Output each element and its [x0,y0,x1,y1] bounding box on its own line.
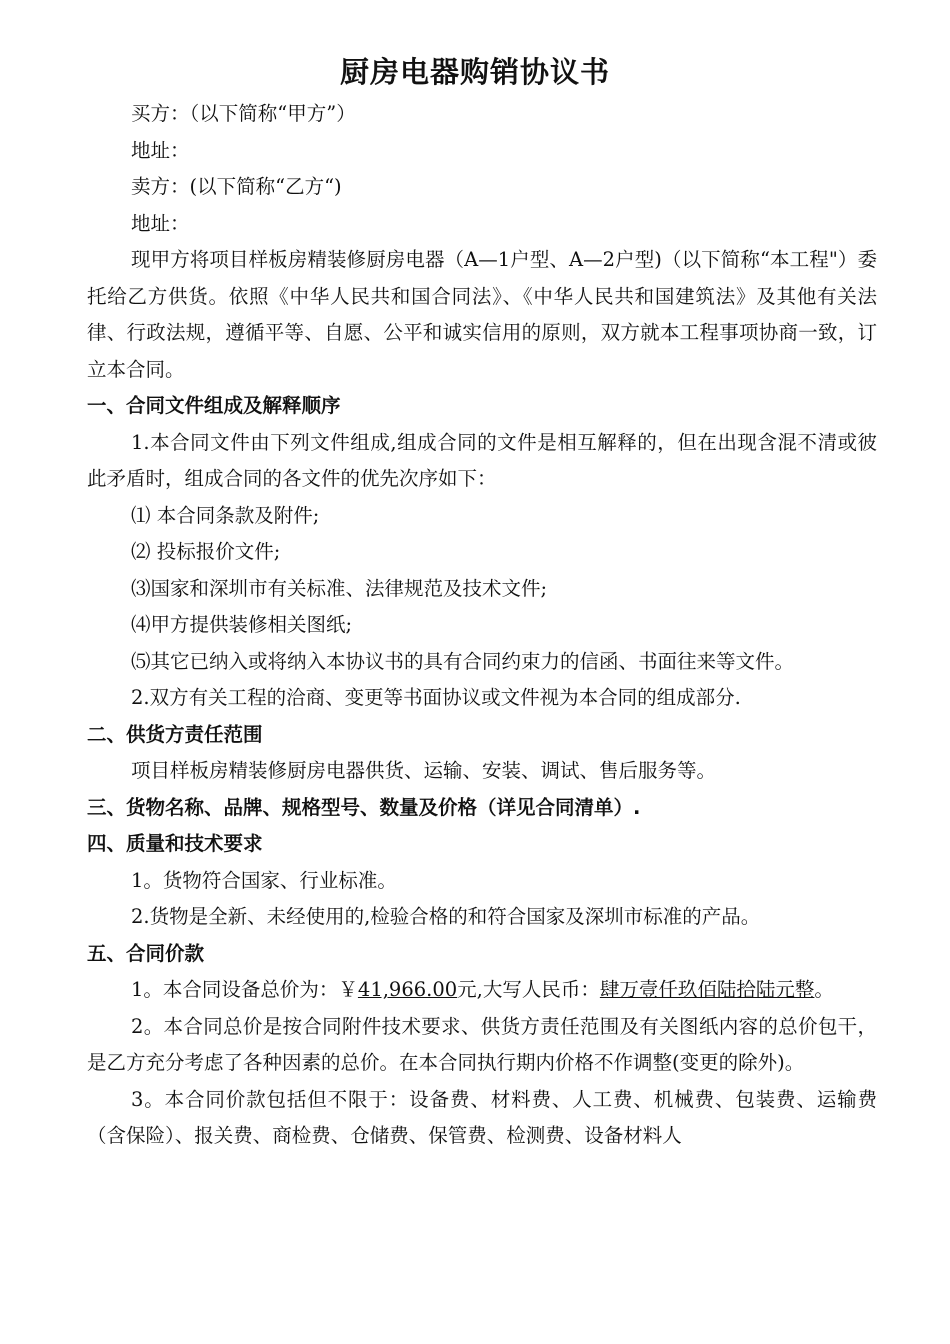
price-amount: 41,966.00 [357,978,458,1001]
section-1-item-1: ⑴ 本合同条款及附件; [131,503,320,527]
section-5-heading: 五、合同价款 [87,941,205,965]
section-1-paragraph-1: 1.本合同文件由下列文件组成,组成合同的文件是相互解释的，但在出现含混不清或彼此矛盾时，组成合同的各文件的优先次序如下： [87,430,877,490]
price-suffix: 。 [814,978,834,1001]
section-1-item-3: ⑶国家和深圳市有关标准、法律规范及技术文件; [131,576,548,600]
price-mid: 元,大写人民币： [457,978,600,1001]
section-5-paragraph-1 [87,972,877,1009]
section-5-paragraph-3: 3。本合同价款包括但不限于：设备费、材料费、人工费、机械费、包装费、运输费（含保险）、报关费、商检费、仓储费、保管费、检测费、设备材料人 [87,1087,877,1147]
section-1-item-2: ⑵ 投标报价文件; [131,540,281,563]
section-1-item-4: ⑷甲方提供装修相关图纸; [131,613,353,636]
price-in-words: 肆万壹仟玖佰陆拾陆元整 [599,978,815,1001]
section-1-paragraph-2: 2.双方有关工程的洽商、变更等书面协议或文件视为本合同的组成部分. [131,686,741,709]
seller-line: 卖方：(以下简称“乙方“) [131,175,342,198]
page-title: 厨房电器购销协议书 [339,55,610,89]
section-2-paragraph-1: 项目样板房精装修厨房电器供货、运输、安装、调试、售后服务等。 [131,759,717,782]
section-4-paragraph-1: 1。货物符合国家、行业标准。 [131,868,397,892]
section-4-paragraph-2: 2.货物是全新、未经使用的,检验合格的和符合国家及深圳市标准的产品。 [131,905,761,928]
contract-body [87,96,877,1155]
section-2-heading: 二、供货方责任范围 [87,722,263,746]
section-1-item-5: ⑸其它已纳入或将纳入本协议书的具有合同约束力的信函、书面往来等文件。 [131,649,795,673]
section-4-heading: 四、质量和技术要求 [87,832,263,855]
intro-paragraph: 现甲方将项目样板房精装修厨房电器（A—1户型、A—2户型)（以下简称“本工程"）委托给乙方供货。依照《中华人民共和国合同法》、《中华人民共和国建筑法》及其他有关法律、行政法规，遵循平等、自愿、公平和诚实信用的原则，双方就本工程事项协商一致，订立本合同。 [87,248,877,381]
buyer-address-line: 地址： [131,138,190,162]
section-1-heading: 一、合同文件组成及解释顺序 [87,394,341,417]
buyer-line: 买方：（以下简称“甲方”） [131,102,356,125]
price-prefix: 1。本合同设备总价为：￥ [131,978,358,1001]
section-3-heading: 三、货物名称、品牌、规格型号、数量及价格（详见合同清单）. [87,795,641,819]
section-5-paragraph-2: 2。本合同总价是按合同附件技术要求、供货方责任范围及有关图纸内容的总价包干，是乙方充分考虑了各种因素的总价。在本合同执行期内价格不作调整(变更的除外)。 [87,1014,877,1074]
seller-address-line: 地址： [131,211,190,235]
